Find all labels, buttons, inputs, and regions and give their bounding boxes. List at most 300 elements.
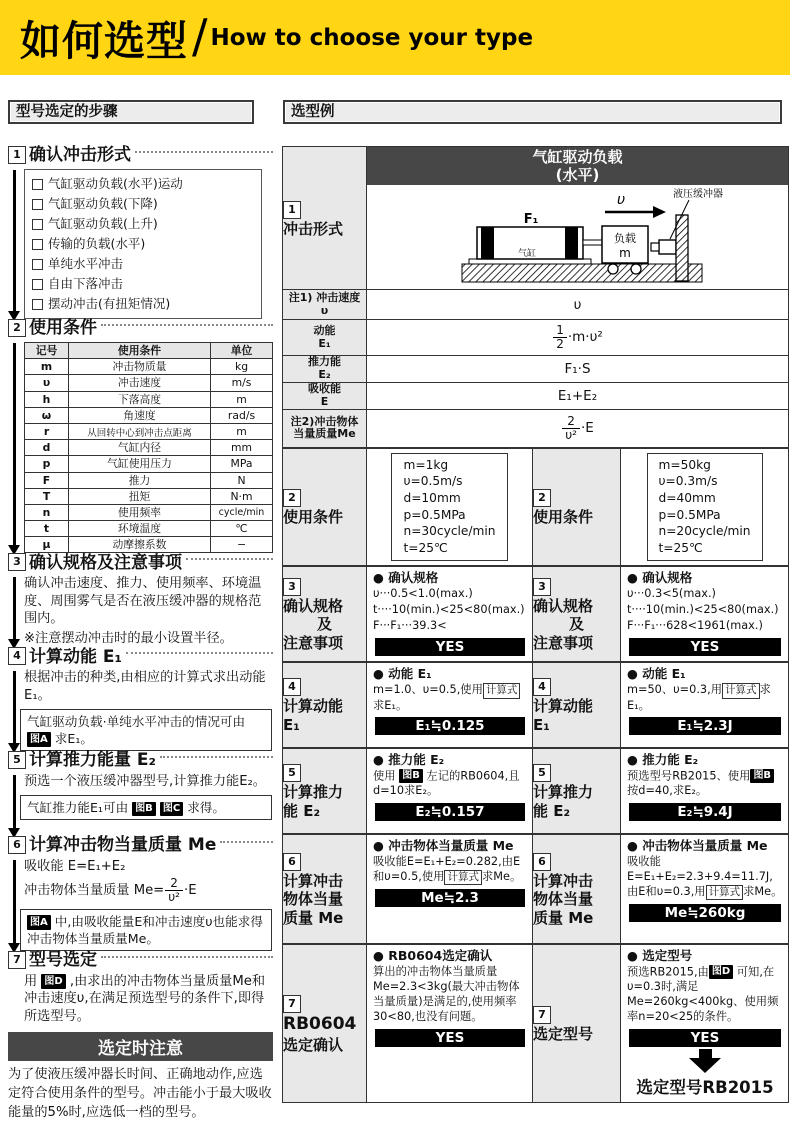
checklist-item xyxy=(32,234,254,254)
row-7-content-ex2 xyxy=(621,944,789,1103)
condition-line: d=40mm xyxy=(658,490,716,505)
calc-text: 预选RB2015,由 xyxy=(627,965,709,979)
step-5-title: 计算推力能量 E₂ xyxy=(29,750,156,771)
row-6-label-line: 物体当量 xyxy=(533,890,594,909)
note-text: 气缸驱动负载·单纯水平冲击的情况可由 xyxy=(27,713,246,729)
row-7-content-ex1 xyxy=(367,944,533,1103)
diagram-svg xyxy=(367,185,785,285)
figure-a-badge: 图A xyxy=(27,915,51,930)
step-1-body xyxy=(24,169,273,319)
step-7-body xyxy=(24,973,273,1025)
formula-text: 冲击物体当量质量 Me= xyxy=(24,883,165,899)
table-cell: ω xyxy=(25,407,69,423)
step-number-box: 3 xyxy=(533,578,551,596)
figure-d-badge: 图D xyxy=(709,965,733,980)
table-cell: υ xyxy=(25,375,69,391)
velocity-label: υ xyxy=(616,192,626,208)
step-4-text: 根据冲击的种类,由相应的计算式求出动能E₁。 xyxy=(24,670,266,703)
row-4-label-line: 计算动能 xyxy=(533,696,594,715)
fraction-denominator: 2 xyxy=(556,337,564,351)
row-3-label-cell-ex2 xyxy=(533,566,621,662)
energy-calc-ex1 xyxy=(367,663,532,741)
bullet-heading: ● 推力能 E₂ xyxy=(627,751,699,767)
figure-c-badge: 图C xyxy=(160,802,183,817)
checklist-item xyxy=(32,194,254,214)
table-cell: 动摩擦系数 xyxy=(69,537,211,553)
step-number-box: 4 xyxy=(533,678,551,696)
row-6-label-line: 计算冲击 xyxy=(283,871,344,890)
ground-hatch xyxy=(462,264,702,282)
conditions-box-ex1 xyxy=(391,453,507,561)
body-text: 用 xyxy=(24,973,38,989)
calc-text: 求E₁。 xyxy=(373,698,408,712)
calc-text: 可知,在υ=0.3时,满足Me=260kg<400kg、使用频率n=20<25的条件。 xyxy=(627,965,779,1024)
table-cell: t xyxy=(25,521,69,537)
row-4-label-line: E₁ xyxy=(283,715,300,734)
row-2-content-ex2 xyxy=(621,448,789,566)
table-row xyxy=(25,423,273,439)
mass-calc-ex1 xyxy=(367,835,532,913)
row-2-label-cell-ex2 xyxy=(533,448,621,566)
dotted-leader xyxy=(186,558,273,560)
result-bar: E₂≒9.4J xyxy=(629,803,781,821)
table-cell: m/s xyxy=(211,375,273,391)
absorber-label: 液压缓冲器 xyxy=(673,189,723,200)
flow-arrow xyxy=(13,343,16,546)
fraction-denominator: υ² xyxy=(168,889,180,904)
formula-label-cell xyxy=(283,290,367,320)
col-header-condition: 使用条件 xyxy=(69,343,211,359)
down-arrow-icon xyxy=(689,1049,721,1073)
calc-text: 使用 xyxy=(373,769,396,783)
flow-arrow xyxy=(13,577,16,640)
row-7-label-line: RB0604 xyxy=(283,1014,357,1035)
checklist-label: 传输的负载(水平) xyxy=(48,236,146,251)
condition-line: n=30cycle/min xyxy=(403,524,496,539)
page-title-en: How to choose your type xyxy=(210,24,534,51)
row-6-label-cell-ex2 xyxy=(533,834,621,944)
formula-label-line1: 注1) 冲击速度 xyxy=(288,290,361,304)
checkbox-icon xyxy=(32,279,43,290)
calc-text: 左记的RB0604,且d=10求E₂。 xyxy=(373,769,520,798)
fraction-numerator: 2 xyxy=(562,415,580,429)
row-5-label-line: 能 E₂ xyxy=(283,801,321,820)
checklist-label: 气缸驱动负载(上升) xyxy=(48,216,158,231)
table-row xyxy=(25,391,273,407)
diagram-header-line2: (水平) xyxy=(555,166,600,184)
formula-label-line1: 推力能 xyxy=(308,355,341,369)
calc-sentence xyxy=(373,769,527,799)
step-4-title: 计算动能 E₁ xyxy=(29,646,122,667)
table-row xyxy=(25,488,273,504)
row-1-content-cell xyxy=(367,147,789,290)
formula-label-cell xyxy=(283,383,367,410)
row-5-label-line: 计算推力 xyxy=(283,782,344,801)
row-6-content-ex1 xyxy=(367,834,533,944)
fraction xyxy=(562,415,580,441)
fraction xyxy=(553,324,567,350)
row-6-label-line: 质量 Me xyxy=(283,909,344,928)
formula-ref-box: 计算式 xyxy=(483,683,521,699)
step-number-box: 4 xyxy=(8,647,26,665)
figure-b-badge: 图B xyxy=(399,769,423,784)
step-6-formula-2 xyxy=(24,877,273,903)
row-1-label-cell xyxy=(283,147,367,290)
step-6-body xyxy=(24,858,273,951)
row-5-content-ex1 xyxy=(367,748,533,834)
step-number-box: 3 xyxy=(8,553,26,571)
result-bar: YES xyxy=(375,638,525,656)
load-mass-label: m xyxy=(619,246,631,260)
row-5-label-cell-ex1 xyxy=(283,748,367,834)
row-3-label-line: 及 xyxy=(316,615,332,634)
table-cell: h xyxy=(25,391,69,407)
formula-value-cell: F₁·S xyxy=(367,356,789,383)
table-cell: n xyxy=(25,504,69,520)
step-3-title: 确认规格及注意事项 xyxy=(29,552,182,573)
formula-label-cell xyxy=(283,320,367,356)
formula-text: ·m·υ² xyxy=(567,329,603,346)
formula-label-line1: 注2)冲击物体 xyxy=(290,414,359,428)
result-bar: YES xyxy=(629,1029,781,1047)
table-cell: p xyxy=(25,456,69,472)
step-3-body xyxy=(24,575,273,647)
table-row xyxy=(25,456,273,472)
bullet-heading: ● 确认规格 xyxy=(373,569,439,585)
table-cell: cycle/min xyxy=(211,504,273,520)
step-4-section xyxy=(8,647,273,751)
calc-sentence xyxy=(373,855,527,886)
step-7-title-row xyxy=(8,951,273,971)
table-cell: 冲击物质量 xyxy=(69,359,211,375)
shock-absorber-tip xyxy=(651,243,659,251)
example-row-6 xyxy=(283,834,789,944)
table-cell: rad/s xyxy=(211,407,273,423)
formula-label-line2: E₂ xyxy=(318,368,331,381)
step-number-box: 2 xyxy=(8,319,26,337)
formula-value-cell: υ xyxy=(367,290,789,320)
calc-sentence xyxy=(627,769,783,799)
right-column-header: 选型例 xyxy=(283,100,782,124)
row-4-label-cell-ex1 xyxy=(283,662,367,748)
dotted-leader xyxy=(160,756,273,758)
model-check-ex1 xyxy=(367,945,532,1052)
table-row xyxy=(25,521,273,537)
spec-line: t····10(min.)<25<80(max.) xyxy=(373,602,525,616)
bullet-heading: ● 推力能 E₂ xyxy=(373,751,445,767)
step-1-title-row xyxy=(8,146,273,166)
table-cell: F xyxy=(25,472,69,488)
fraction xyxy=(165,877,183,903)
row-4-label-line: 计算动能 xyxy=(283,696,344,715)
step-6-title-row xyxy=(8,836,273,856)
step-4-note-box xyxy=(20,709,272,751)
note-text: 求E₁。 xyxy=(54,730,93,746)
row-7-label-cell-ex1 xyxy=(283,944,367,1103)
calc-sentence xyxy=(627,855,783,900)
wall-hatch xyxy=(676,215,688,281)
calc-text: 吸收能E=E₁+E₂=2.3+9.4=11.7J,由E和υ=0.3,用 xyxy=(627,854,773,898)
selected-model-text: 选定型号RB2015 xyxy=(636,1078,774,1098)
row-6-content-ex2 xyxy=(621,834,789,944)
diagram-header xyxy=(367,147,788,185)
step-6-formula-1: 吸收能 E=E₁+E₂ xyxy=(24,858,126,874)
row-2-label-cell-ex1 xyxy=(283,448,367,566)
figure-b-badge: 图B xyxy=(132,802,156,817)
example-row-1 xyxy=(283,147,789,290)
example-table xyxy=(282,146,789,1103)
condition-line: υ=0.3m/s xyxy=(658,474,718,489)
step-5-title-row xyxy=(8,751,273,771)
force-label: F₁ xyxy=(523,212,539,227)
table-cell: 角速度 xyxy=(69,407,211,423)
table-row xyxy=(25,407,273,423)
step-7-text xyxy=(24,973,273,1025)
checklist-item xyxy=(32,274,254,294)
table-cell: 扭矩 xyxy=(69,488,211,504)
step-2-title-row xyxy=(8,319,273,339)
table-cell: m xyxy=(25,359,69,375)
checkbox-icon xyxy=(32,239,43,250)
result-bar: Me≒260kg xyxy=(629,904,781,922)
checklist-label: 气缸驱动负载(下降) xyxy=(48,196,158,211)
model-select-ex2 xyxy=(621,945,788,1102)
spec-check-ex1 xyxy=(367,567,532,661)
condition-line: t=25℃ xyxy=(403,541,448,556)
table-cell: N xyxy=(211,472,273,488)
row-3-label-cell-ex1 xyxy=(283,566,367,662)
row-4-label-cell-ex2 xyxy=(533,662,621,748)
row-5-content-ex2 xyxy=(621,748,789,834)
flow-arrow xyxy=(13,860,16,944)
bullet-heading: ● 选定型号 xyxy=(627,947,693,963)
step-number-box: 5 xyxy=(8,751,26,769)
step-5-text: 预选一个液压缓冲器型号,计算推力能E₂。 xyxy=(24,773,266,789)
bullet-heading: ● 冲击物体当量质量 Me xyxy=(373,837,514,853)
row-6-label-line: 质量 Me xyxy=(533,909,594,928)
left-column-header: 型号选定的步骤 xyxy=(8,100,254,124)
row-3-content-ex1 xyxy=(367,566,533,662)
step-3-title-row xyxy=(8,553,273,573)
condition-line: t=25℃ xyxy=(658,541,703,556)
formula-ref-box: 计算式 xyxy=(722,683,760,699)
step-4-title-row xyxy=(8,647,273,667)
dotted-leader xyxy=(126,652,273,654)
formula-ref-box: 计算式 xyxy=(444,870,482,886)
formula-label-line2: υ xyxy=(320,303,329,317)
table-row xyxy=(25,537,273,553)
row-6-label-line: 物体当量 xyxy=(283,890,344,909)
main-area xyxy=(8,146,782,1122)
checklist-label: 单纯水平冲击 xyxy=(48,256,124,271)
step-number-box: 4 xyxy=(283,678,301,696)
checklist-item xyxy=(32,254,254,274)
shock-absorber xyxy=(659,240,676,254)
energy-calc-ex2 xyxy=(621,663,788,741)
formula-text: ·E xyxy=(184,883,197,899)
checklist-label: 气缸驱动负载(水平)运动 xyxy=(48,176,183,191)
note-text: 求得。 xyxy=(187,800,225,816)
note-text: 中,由吸收能量E和冲击速度υ也能求得冲击物体当量质量Me。 xyxy=(27,913,263,946)
row-5-label-line: 能 E₂ xyxy=(533,801,571,820)
checkbox-icon xyxy=(32,219,43,230)
row-3-label-line: 确认规格 xyxy=(283,596,344,615)
example-column xyxy=(282,146,789,1122)
formula-value-cell xyxy=(367,320,789,356)
step-5-note-box xyxy=(20,795,272,820)
dotted-leader xyxy=(135,151,273,153)
flow-arrow xyxy=(13,170,16,312)
formula-label-line1: 吸收能 xyxy=(308,382,341,396)
table-header-row xyxy=(25,343,273,359)
step-4-body xyxy=(24,669,273,751)
checklist-item xyxy=(32,214,254,234)
table-cell: ℃ xyxy=(211,521,273,537)
note-text: 气缸推力能E₁可由 xyxy=(27,800,129,816)
figure-d-badge: 图D xyxy=(41,974,65,989)
step-2-body xyxy=(24,342,273,553)
formula-value-cell: E₁+E₂ xyxy=(367,383,789,410)
row-7-label-line: 选定确认 xyxy=(283,1035,344,1054)
result-bar: YES xyxy=(375,1029,525,1047)
formula-row-velocity xyxy=(283,290,789,320)
dotted-leader xyxy=(101,956,273,958)
table-cell: 气缸使用压力 xyxy=(69,456,211,472)
step-number-box: 6 xyxy=(8,836,26,854)
checkbox-icon xyxy=(32,299,43,310)
fraction-denominator: υ² xyxy=(565,427,577,442)
formula-row-kinetic-energy xyxy=(283,320,789,356)
formula-label-line2: 当量质量Me xyxy=(293,427,356,441)
row-7-label-cell-ex2 xyxy=(533,944,621,1103)
checkbox-icon xyxy=(32,199,43,210)
formula-label-cell xyxy=(283,410,367,448)
table-cell: d xyxy=(25,440,69,456)
selection-notice-body: 为了使液压缓冲器长时间、正确地动作,应选定符合使用条件的型号。冲击能小于最大吸收能量的5%时,应选低一档的型号。 xyxy=(8,1067,272,1120)
formula-row-equivalent-mass xyxy=(283,410,789,448)
calc-sentence xyxy=(627,683,783,714)
calc-sentence xyxy=(373,683,527,714)
checkbox-icon xyxy=(32,259,43,270)
cylinder-cap-left xyxy=(481,227,494,259)
row-5-label-cell-ex2 xyxy=(533,748,621,834)
row-7-label-line: 选定型号 xyxy=(533,1025,594,1043)
figure-a-badge: 图A xyxy=(27,732,51,747)
spec-line: υ···0.3<5(max.) xyxy=(627,586,716,600)
wheel xyxy=(608,264,618,274)
step-number-box: 7 xyxy=(283,995,301,1013)
diagram-header-line1: 气缸驱动负载 xyxy=(532,148,623,166)
check-text: 算出的冲击物体当量质量Me=2.3<3kg(最大冲击物体当量质量)是满足的,使用频率30<80,也没有问题。 xyxy=(373,964,520,1023)
formula-value-cell xyxy=(367,410,789,448)
row-3-label-line: 及 xyxy=(568,615,584,634)
step-number-box: 6 xyxy=(283,853,301,871)
condition-line: m=50kg xyxy=(658,457,711,472)
condition-line: p=0.5MPa xyxy=(403,507,466,522)
row-6-label-line: 计算冲击 xyxy=(533,871,594,890)
result-bar: E₁≒2.3J xyxy=(629,717,781,735)
table-cell: 气缸内径 xyxy=(69,440,211,456)
row-3-label-line: 确认规格 xyxy=(533,596,594,615)
flow-arrow xyxy=(13,671,16,744)
step-1-title: 确认冲击形式 xyxy=(29,145,131,166)
table-cell: r xyxy=(25,423,69,439)
step-number-box: 5 xyxy=(533,764,551,782)
table-cell: N·m xyxy=(211,488,273,504)
step-5-section xyxy=(8,751,273,836)
cylinder-label: 气缸 xyxy=(517,249,537,259)
step-7-section xyxy=(8,951,273,1122)
bullet-heading: ● 确认规格 xyxy=(627,569,693,585)
formula-row-thrust-energy xyxy=(283,356,789,383)
table-row xyxy=(25,375,273,391)
mass-calc-ex2 xyxy=(621,835,788,928)
formula-text: ·E xyxy=(580,420,594,437)
formula-label-line2: E₁ xyxy=(318,336,331,350)
table-row xyxy=(25,440,273,456)
table-row xyxy=(25,472,273,488)
checklist-label: 摆动冲击(有扭矩情况) xyxy=(48,296,171,311)
calc-text: m=50、υ=0.3,用 xyxy=(627,682,722,696)
table-cell: MPa xyxy=(211,456,273,472)
table-cell: 使用频率 xyxy=(69,504,211,520)
step-3-note: ※注意摆动冲击时的最小设置半径。 xyxy=(24,630,233,646)
row-1-label: 冲击形式 xyxy=(283,219,344,238)
result-bar: E₁≒0.125 xyxy=(375,717,525,735)
cylinder-cap-right xyxy=(565,227,578,259)
flow-arrow xyxy=(13,775,16,829)
column-headers xyxy=(8,100,782,124)
formula-label-cell xyxy=(283,356,367,383)
dotted-leader xyxy=(220,841,273,843)
step-number-box: 7 xyxy=(8,951,26,969)
calc-text: 求E₁。 xyxy=(627,682,771,712)
table-row xyxy=(25,359,273,375)
row-2-label: 使用条件 xyxy=(283,508,344,527)
condition-line: n=20cycle/min xyxy=(658,524,751,539)
step-2-section xyxy=(8,319,273,553)
table-cell: kg xyxy=(211,359,273,375)
thrust-calc-ex1 xyxy=(367,749,532,827)
body-text: ,由求出的冲击物体当量质量Me和冲击速度υ,在满足预选型号的条件下,即得所选型号。 xyxy=(24,973,266,1024)
checklist-item xyxy=(32,294,254,314)
row-4-content-ex2 xyxy=(621,662,789,748)
page-title-band xyxy=(0,0,790,75)
table-cell: m xyxy=(211,423,273,439)
spec-line: F···F₁···628<1961(max.) xyxy=(627,618,763,632)
row-4-content-ex1 xyxy=(367,662,533,748)
impact-type-checklist xyxy=(24,169,262,319)
row-4-label-line: E₁ xyxy=(533,715,550,734)
condition-line: d=10mm xyxy=(403,490,461,505)
load-label: 负载 xyxy=(614,232,636,245)
conditions-box-ex2 xyxy=(647,453,763,561)
checkbox-icon xyxy=(32,179,43,190)
step-number-box: 2 xyxy=(283,489,301,507)
calc-sentence xyxy=(627,965,783,1025)
step-6-title: 计算冲击物当量质量 Me xyxy=(29,835,217,856)
step-6-section xyxy=(8,836,273,951)
table-cell: 下落高度 xyxy=(69,391,211,407)
step-number-box: 2 xyxy=(533,489,551,507)
spec-line: F···F₁···39.3< xyxy=(373,618,447,632)
piston-rod xyxy=(583,240,602,245)
row-3-content-ex2 xyxy=(621,566,789,662)
col-header-symbol: 记号 xyxy=(25,343,69,359)
result-bar: E₂≒0.157 xyxy=(375,803,525,821)
thrust-calc-ex2 xyxy=(621,749,788,827)
formula-ref-box: 计算式 xyxy=(706,885,744,901)
